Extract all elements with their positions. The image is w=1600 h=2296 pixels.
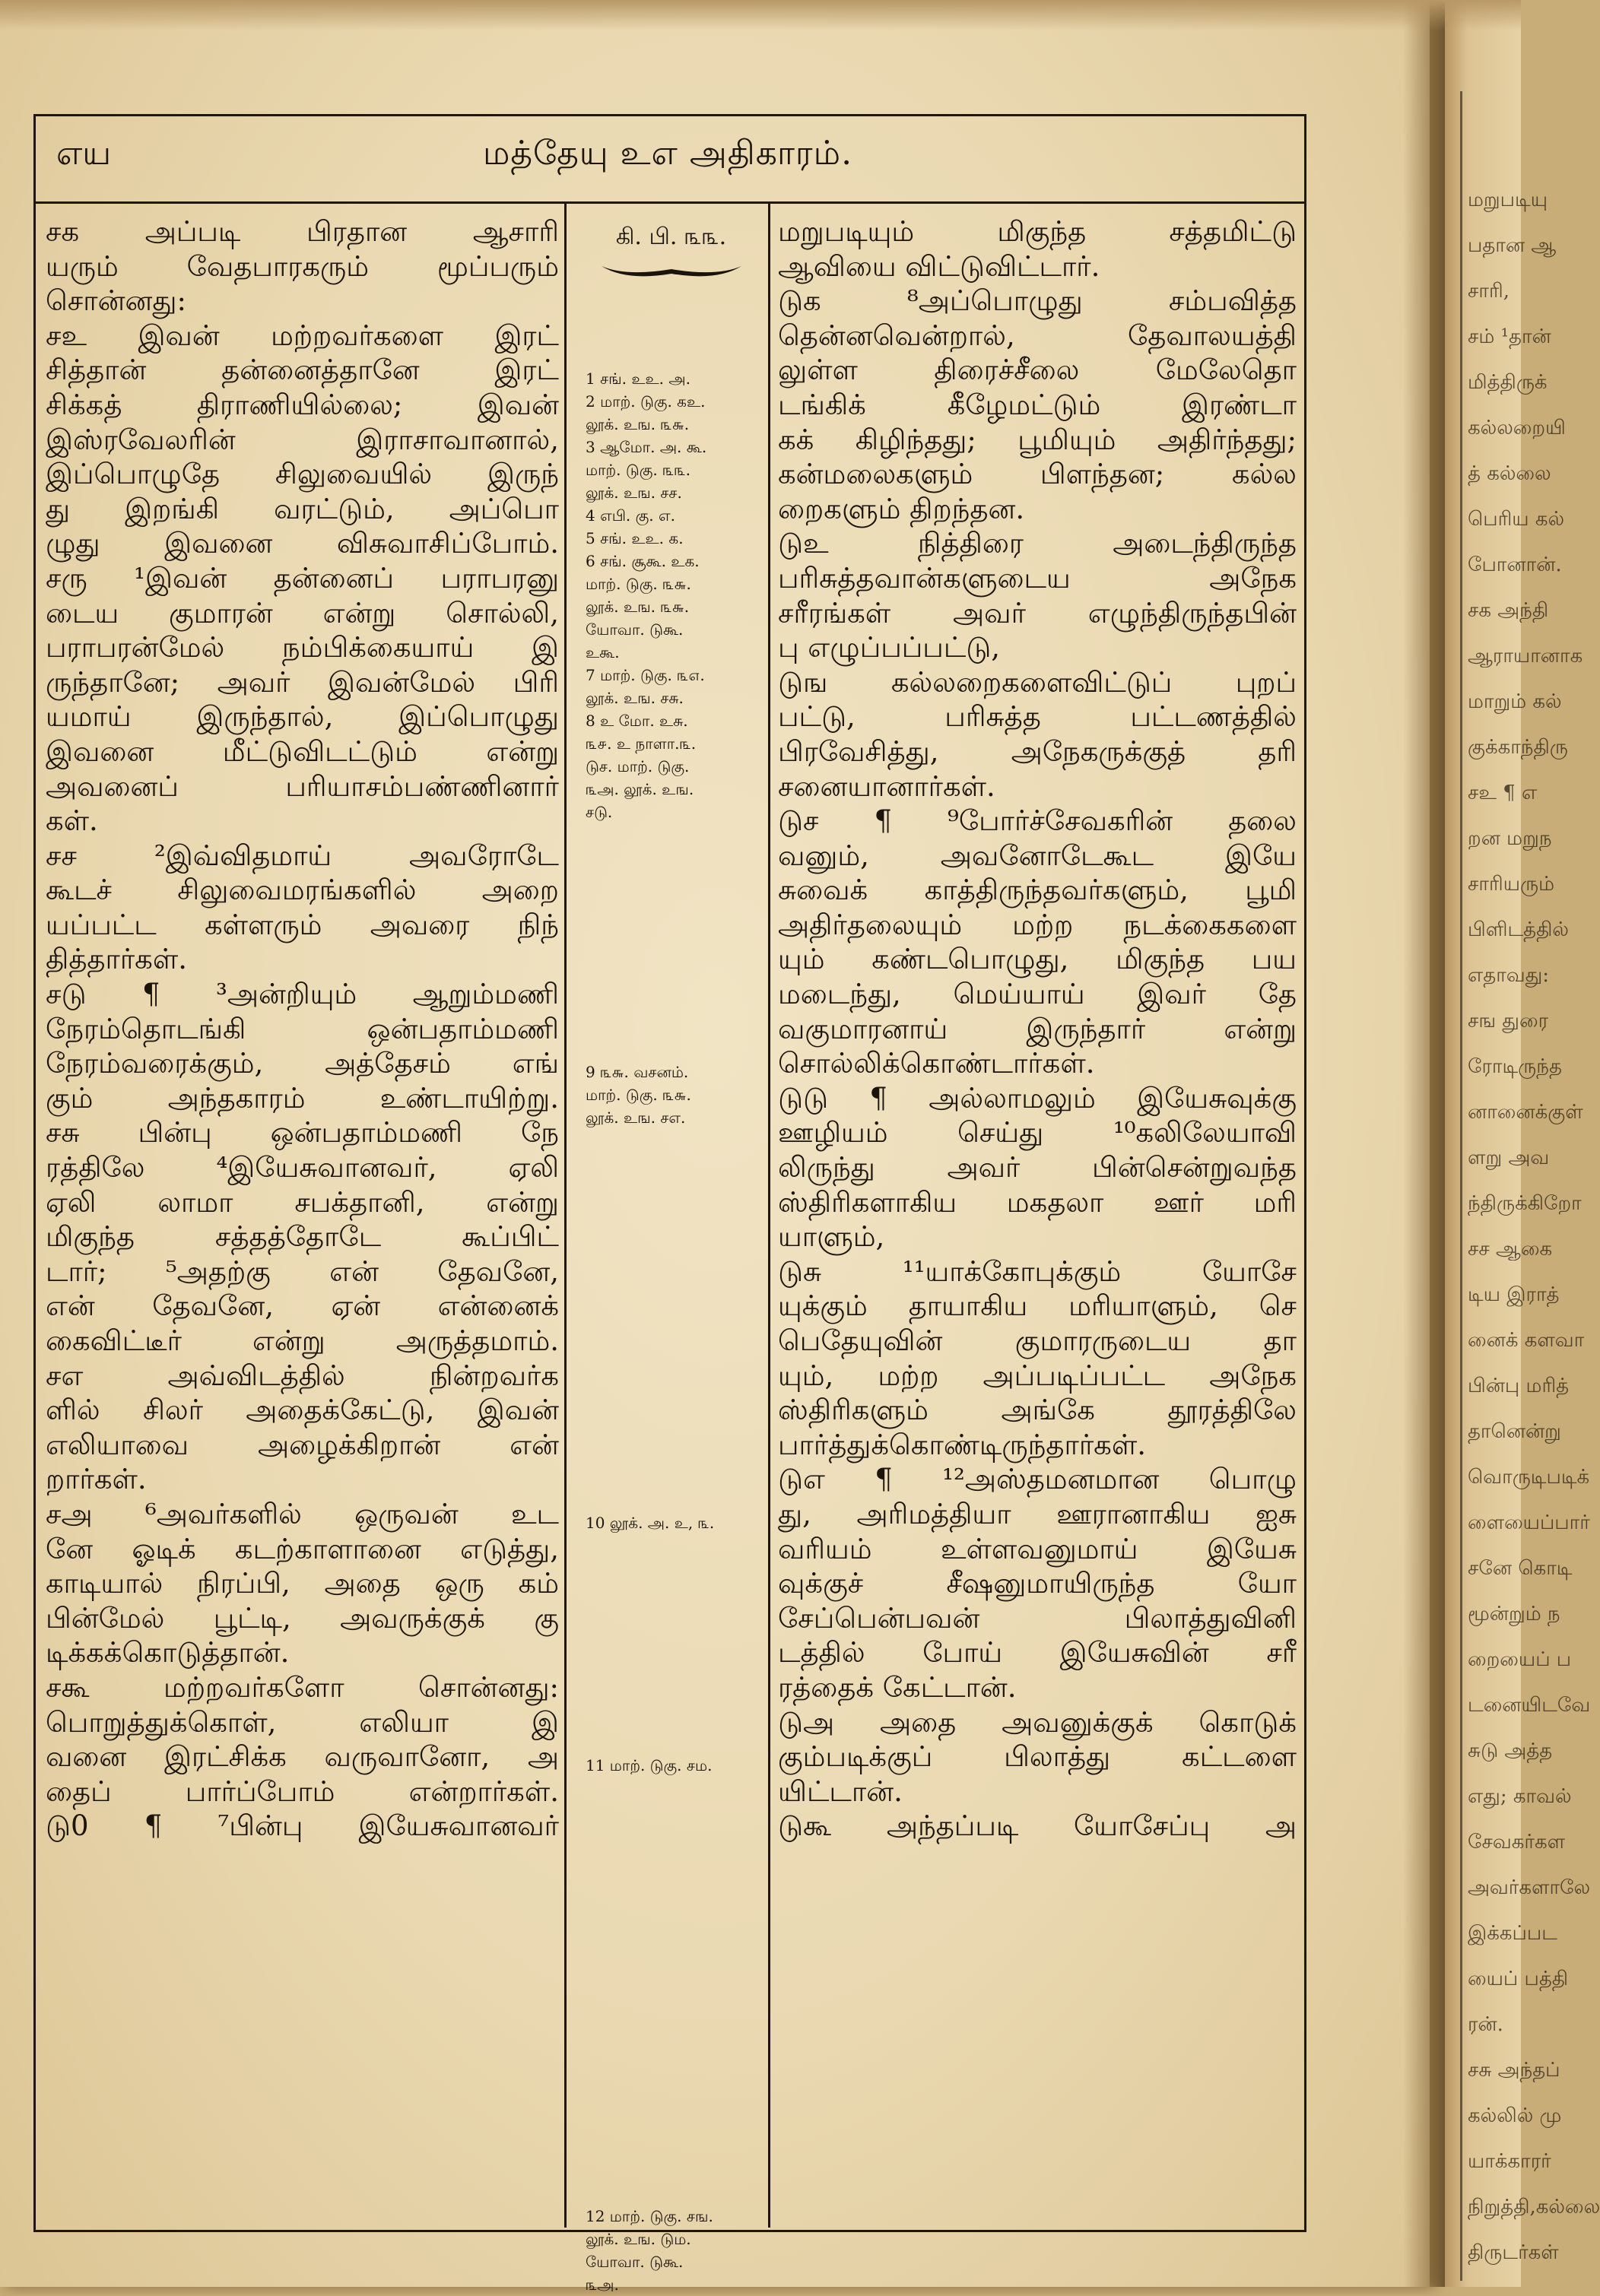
- text-line: சரீரங்கள் அவர் எழுந்திருந்தபின்: [778, 596, 1297, 629]
- text-line: டுச ¶ ⁹போர்ச்சேவகரின் தலை: [778, 804, 1297, 838]
- facing-page-fragment: பின்பு மரித்: [1468, 1375, 1570, 1397]
- text-line: சச ²இவ்விதமாய் அவரோடே: [46, 839, 559, 872]
- cross-reference-line: 6 சங். சூகூ. உக.: [586, 552, 700, 571]
- text-line: சுவைக் காத்திருந்தவர்களும், பூமி: [778, 874, 1297, 907]
- cross-reference-line: 11 மாற். டுகு. சம.: [586, 1756, 713, 1775]
- text-line: மிகுந்த சத்தத்தோடே கூப்பிட்: [46, 1220, 559, 1254]
- text-line: சசு பின்பு ஒன்பதாம்மணி நே: [46, 1116, 559, 1150]
- text-line: சிக்கத் திராணியில்லை; இவன்: [46, 388, 559, 421]
- facing-page-fragment: பதான ஆ: [1468, 234, 1557, 257]
- text-line: என் தேவனே, ஏன் என்னைக்: [46, 1289, 559, 1323]
- text-line: எலியாவை அழைக்கிறான் என்: [46, 1428, 559, 1461]
- text-line: தித்தார்கள்.: [46, 943, 187, 976]
- text-line: காடியால் நிரப்பி, அதை ஒரு கம்: [46, 1567, 559, 1600]
- text-line: அவனைப் பரியாசம்பண்ணினார்: [46, 769, 559, 803]
- cross-reference-line: ௩௪. உ நாளா.௩.: [586, 734, 697, 753]
- cross-reference: [586, 2205, 760, 2296]
- text-line: றைகளும் திறந்தன.: [778, 492, 1025, 525]
- text-line: சஅ ⁶அவர்களில் ஒருவன் உட: [46, 1497, 559, 1530]
- text-line: சேப்பென்பவன் பிலாத்துவினி: [778, 1601, 1297, 1635]
- text-line: டங்கிக் கீழேமட்டும் இரண்டா: [778, 388, 1297, 421]
- facing-page-edge: [1445, 0, 1600, 2287]
- cross-reference-line: 3 ஆமோ. அ. கூ.: [586, 438, 707, 457]
- column-rule-left: [564, 204, 567, 2228]
- facing-page-fragment: திருடர்கள்: [1468, 2241, 1559, 2264]
- text-line: சகூ மற்றவர்களோ சொன்னது:: [46, 1670, 559, 1704]
- facing-page-fragment: மாறும் கல்: [1468, 690, 1562, 713]
- text-line: நேரம்தொடங்கி ஒன்பதாம்மணி: [46, 1012, 559, 1045]
- cross-reference-line: லூக். உங. சச.: [586, 484, 682, 503]
- facing-page-fragment: சங துரை: [1468, 1010, 1549, 1032]
- text-line: டுஅ அதை அவனுக்குக் கொடுக்: [778, 1705, 1297, 1739]
- text-line: கன்மலைகளும் பிளந்தன; கல்ல: [778, 458, 1297, 491]
- text-line: து, அரிமத்தியா ஊரானாகிய ஐசு: [778, 1497, 1297, 1530]
- text-line: இவனை மீட்டுவிடட்டும் என்று: [46, 734, 559, 768]
- binding-gutter: [1403, 0, 1449, 2287]
- text-line: டுஉ நித்திரை அடைந்திருந்த: [778, 527, 1297, 560]
- text-line: வகுமாரனாய் இருந்தார் என்று: [778, 1012, 1297, 1045]
- cross-reference-line: லூக். உங. சசு.: [586, 689, 684, 708]
- facing-page-fragment: ந்திருக்கிறோ: [1468, 1192, 1582, 1215]
- cross-reference-line: உகூ.: [586, 643, 620, 662]
- text-line: மடைந்து, மெய்யாய் இவர் தே: [778, 978, 1297, 1011]
- cross-reference-line: 9 ௩௬. வசனம்.: [586, 1063, 689, 1082]
- column-rule-right: [768, 204, 770, 2228]
- facing-page-fragment: எது; காவல்: [1468, 1785, 1572, 1808]
- text-line: பொறுத்துக்கொள், எலியா இ: [46, 1705, 559, 1739]
- cross-reference-line: ௩அ.: [586, 2275, 619, 2294]
- facing-page-fragment: சசு அந்தப்: [1468, 2059, 1560, 2082]
- running-header: [33, 114, 1302, 201]
- text-line: றார்கள்.: [46, 1463, 147, 1496]
- cross-reference-line: 8 உ மோ. உசு.: [586, 712, 688, 731]
- text-line: பு எழுப்பப்பட்டு,: [778, 631, 1001, 664]
- cross-reference-line: 2 மாற். டுகு. கஉ.: [586, 392, 706, 411]
- facing-page-fragment: கல்லறையி: [1468, 417, 1566, 439]
- text-line: கக் கிழிந்தது; பூமியும் அதிர்ந்தது;: [778, 423, 1297, 456]
- text-line: யும், மற்ற அப்படிப்பட்ட அநேக: [778, 1359, 1297, 1392]
- text-line: டைய குமாரன் என்று சொல்லி,: [46, 596, 559, 629]
- text-line: டத்தில் போய் இயேசுவின் சரீ: [778, 1636, 1297, 1670]
- cross-reference-line: மாற். டுகு. ௩௬.: [586, 1086, 691, 1105]
- cross-reference-line: 12 மாற். டுகு. சங.: [586, 2207, 713, 2225]
- facing-page-fragment: போனான்.: [1468, 553, 1562, 576]
- cross-reference: [586, 1511, 760, 1534]
- text-line: ழுது இவனை விசுவாசிப்போம்.: [46, 527, 559, 560]
- cross-reference-line: 1 சங். உஉ. அ.: [586, 369, 690, 388]
- left-text-column: [46, 214, 559, 1844]
- text-line: யப்பட்ட கள்ளரும் அவரை நிந்: [46, 908, 559, 941]
- facing-page-fragment: யாக்காரர்: [1468, 2150, 1551, 2173]
- facing-page-fragment: தானென்று: [1468, 1420, 1561, 1443]
- text-line: பின்மேல் பூட்டி, அவருக்குக் கு: [46, 1601, 559, 1635]
- text-line: வரியம் உள்ளவனுமாய் இயேசு: [778, 1532, 1297, 1565]
- facing-page-fragment: இக்கப்பட: [1468, 1922, 1557, 1945]
- text-line: பார்த்துக்கொண்டிருந்தார்கள்.: [778, 1428, 1146, 1461]
- facing-page-fragment: ரன்.: [1468, 2013, 1503, 2036]
- cross-reference: [586, 1061, 760, 1129]
- text-line: டுக ⁸அப்பொழுது சம்பவித்த: [778, 284, 1297, 318]
- cross-reference-line: 4 எபி. கு. எ.: [586, 506, 675, 525]
- text-line: ஸ்திரிகளும் அங்கே தூரத்திலே: [778, 1394, 1297, 1427]
- cross-reference-line: சடு.: [586, 803, 613, 822]
- text-line: யமாய் இருந்தால், இப்பொழுது: [46, 700, 559, 734]
- facing-page-fragment: சச ஆகை: [1468, 1238, 1553, 1261]
- facing-page-fragment: னைக் களவா: [1468, 1329, 1585, 1352]
- cross-reference-line: 5 சங். உஉ. க.: [586, 529, 684, 548]
- cross-reference-line: மாற். டுகு. ௩௬.: [586, 575, 691, 594]
- facing-page-fragment: மித்திருக்: [1468, 371, 1548, 394]
- facing-page-fragment: சஉ ¶ எ: [1468, 782, 1538, 804]
- text-line: பெதேயுவின் குமாரருடைய தா: [778, 1324, 1297, 1357]
- facing-page-fragment: சுடு அத்த: [1468, 1739, 1553, 1762]
- cross-reference: [586, 1754, 760, 1777]
- text-line: னே ஓடிக் கடற்காளானை எடுத்து,: [46, 1532, 559, 1565]
- text-line: ளில் சிலர் அதைக்கேட்டு, இவன்: [46, 1394, 559, 1427]
- facing-page-fragment: டிய இராத்: [1468, 1283, 1560, 1306]
- text-line: கைவிட்டீர் என்று அருத்தமாம்.: [46, 1324, 559, 1357]
- cross-reference-line: மாற். டுகு. ௩௩.: [586, 461, 690, 480]
- page-number: எய: [56, 134, 112, 173]
- text-line: சனையானார்கள்.: [778, 769, 995, 803]
- text-line: இஸ்ரவேலரின் இராசாவானால்,: [46, 423, 559, 456]
- cross-reference-line: லூக். உங. சஎ.: [586, 1108, 686, 1127]
- facing-page-fragment: சனே கொடி: [1468, 1557, 1573, 1580]
- text-line: மறுபடியும் மிகுந்த சத்தமிட்டு: [778, 215, 1297, 248]
- facing-page-fragment: சக அந்தி: [1468, 599, 1549, 622]
- text-line: லிருந்து அவர் பின்சென்றுவந்த: [778, 1151, 1297, 1184]
- text-line: டுடு ¶ அல்லாமலும் இயேசுவுக்கு: [778, 1081, 1297, 1115]
- ornament-flourish: [595, 260, 748, 283]
- text-line: யுக்கும் தாயாகிய மரியாளும், செ: [778, 1289, 1297, 1323]
- facing-page-fragment: ரோடிருந்த: [1468, 1055, 1562, 1078]
- text-line: டுகூ அந்தப்படி யோசேப்பு அ: [778, 1809, 1297, 1843]
- text-line: ஸ்திரிகளாகிய மகதலா ஊர் மரி: [778, 1185, 1297, 1219]
- facing-page-fragment: பிளிடத்தில்: [1468, 918, 1569, 941]
- facing-page-fragment: பெரிய கல்: [1468, 508, 1565, 531]
- text-line: ரத்திலே ⁴இயேசுவானவர், ஏலி: [46, 1151, 559, 1184]
- cross-reference: [586, 367, 760, 823]
- cross-reference-line: லூக். உங. ௩௬.: [586, 415, 690, 434]
- text-line: பட்டு, பரிசுத்த பட்டணத்தில்: [778, 700, 1297, 734]
- text-line: சஉ இவன் மற்றவர்களை இரட்: [46, 319, 559, 352]
- facing-page-fragment: குக்காந்திரு: [1468, 736, 1568, 759]
- text-line: ஏலி லாமா சபக்தானி, என்று: [46, 1185, 559, 1219]
- facing-page-fragment: வொருடிபடிக்: [1468, 1466, 1590, 1489]
- text-line: பிரவேசித்து, அநேகருக்குத் தரி: [778, 734, 1297, 768]
- facing-page-fragment: அவர்களாலே: [1468, 1876, 1591, 1899]
- cross-reference-line: லூக். உங. டும.: [586, 2230, 691, 2248]
- text-line: கும் அந்தகாரம் உண்டாயிற்று.: [46, 1081, 559, 1115]
- facing-page-fragment: எதாவது:: [1468, 964, 1549, 987]
- text-line: கும்படிக்குப் பிலாத்து கட்டளை: [778, 1740, 1297, 1774]
- text-line: சடு ¶ ³அன்றியும் ஆறும்மணி: [46, 978, 559, 1011]
- text-line: சரு ¹இவன் தன்னைப் பராபரனு: [46, 561, 559, 595]
- text-line: கள்.: [46, 804, 98, 838]
- text-line: இப்பொழுதே சிலுவையில் இருந்: [46, 458, 559, 491]
- text-line: சக அப்படி பிரதான ஆசாரி: [46, 215, 559, 248]
- text-line: டுங கல்லறைகளைவிட்டுப் புறப்: [778, 665, 1297, 699]
- text-line: கூடச் சிலுவைமரங்களில் அறை: [46, 874, 559, 907]
- right-text-column: [778, 214, 1297, 1844]
- page-title: மத்தேயு உஎ அதிகாரம்.: [482, 134, 853, 173]
- text-line: ருந்தானே; அவர் இவன்மேல் பிரி: [46, 665, 559, 699]
- text-line: யரும் வேதபாரகரும் மூப்பரும்: [46, 249, 559, 283]
- text-line: சித்தான் தன்னைத்தானே இரட்: [46, 354, 559, 387]
- text-line: பராபரன்மேல் நம்பிக்கையாய் இ: [46, 631, 559, 664]
- facing-page-rule: [1460, 91, 1462, 2281]
- text-line: பரிசுத்தவான்களுடைய அநேக: [778, 561, 1297, 595]
- facing-page-fragment: றையைப் ப: [1468, 1648, 1572, 1671]
- text-line: ஊழியம் செய்து ¹⁰கலிலேயாவி: [778, 1116, 1297, 1150]
- text-line: நேரம்வரைக்கும், அத்தேசம் எங்: [46, 1047, 559, 1080]
- facing-page-fragment: மறுபடியு: [1468, 189, 1548, 211]
- facing-page-fragment: றன மறுந: [1468, 827, 1552, 850]
- cross-reference-line: 10 லூக். அ. உ, ௩.: [586, 1514, 715, 1532]
- facing-page-fragment: யைப் பத்தி: [1468, 1968, 1569, 1990]
- facing-page-fragment: னானைக்குள்: [1468, 1101, 1583, 1124]
- text-line: யிட்டான்.: [778, 1774, 903, 1808]
- facing-page-fragment: டனையிடவே: [1468, 1694, 1591, 1717]
- text-line: வனை இரட்சிக்க வருவானோ, அ: [46, 1740, 559, 1774]
- text-line: தென்னவென்றால், தேவாலயத்தி: [778, 319, 1297, 352]
- cross-reference-line: டுச. மாற். டுகு.: [586, 757, 690, 776]
- text-line: டுசு ¹¹யாக்கோபுக்கும் யோசே: [778, 1254, 1297, 1288]
- text-line: சஎ அவ்விடத்தில் நின்றவர்க: [46, 1359, 559, 1392]
- text-line: டு0 ¶ ⁷பின்பு இயேசுவானவர்: [46, 1809, 559, 1843]
- text-line: ஆவியை விட்டுவிட்டார்.: [778, 249, 1100, 283]
- cross-reference-line: லூக். உங. ௩௬.: [586, 598, 690, 617]
- facing-page-fragment: ஆராயானாக: [1468, 645, 1583, 668]
- cross-reference-line: 7 மாற். டுகு. ௩௭.: [586, 666, 705, 685]
- cross-reference-line: யோவா. டுகூ.: [586, 620, 684, 639]
- facing-page-fragment: சேவகர்கள: [1468, 1831, 1566, 1854]
- facing-page-fragment: கல்லில் மு: [1468, 2104, 1562, 2127]
- text-line: லுள்ள திரைச்சீலை மேலேதொ: [778, 354, 1297, 387]
- text-line: து இறங்கி வரட்டும், அப்பொ: [46, 492, 559, 525]
- text-line: வனும், அவனோடேகூட இயே: [778, 839, 1297, 872]
- text-line: டுஎ ¶ ¹²அஸ்தமனமான பொழு: [778, 1463, 1297, 1496]
- text-line: வுக்குச் சீஷனுமாயிருந்த யோ: [778, 1567, 1297, 1600]
- facing-page-fragment: ளறு அவ: [1468, 1146, 1550, 1169]
- facing-page-fragment: சாரி,: [1468, 280, 1510, 303]
- facing-page-fragment: த் கல்லை: [1468, 462, 1551, 485]
- facing-page-fragment: மூன்றும் ந: [1468, 1603, 1560, 1625]
- year-heading: கி. பி. ௩௩.: [615, 224, 727, 250]
- text-line: டிக்கக்கொடுத்தான்.: [46, 1636, 290, 1670]
- text-line: அதிர்தலையும் மற்ற நடக்கைகளை: [778, 908, 1297, 941]
- scan-shadow: [0, 0, 1521, 30]
- cross-reference-line: யோவா. டுகூ.: [586, 2253, 684, 2271]
- header-rule: [33, 201, 1305, 204]
- facing-page-fragment: சம் ¹தான்: [1468, 325, 1551, 348]
- facing-page-fragment: ளையைப்பார்: [1468, 1511, 1590, 1534]
- text-line: டார்; ⁵அதற்கு என் தேவனே,: [46, 1254, 559, 1288]
- text-line: ரத்தைக் கேட்டான்.: [778, 1670, 1017, 1704]
- text-line: தைப் பார்ப்போம் என்றார்கள்.: [46, 1774, 559, 1808]
- text-line: சொன்னது:: [46, 284, 186, 318]
- facing-page-fragment: சாரியரும்: [1468, 873, 1555, 896]
- cross-reference-line: ௩அ. லூக். உங.: [586, 780, 694, 799]
- text-line: யாளும்,: [778, 1220, 885, 1254]
- text-line: சொல்லிக்கொண்டார்கள்.: [778, 1047, 1095, 1080]
- cross-reference-column: [578, 214, 764, 2294]
- facing-page-fragment: நிறுத்தி,கல்லை: [1468, 2196, 1600, 2218]
- text-line: யும் கண்டபொழுது, மிகுந்த பய: [778, 943, 1297, 976]
